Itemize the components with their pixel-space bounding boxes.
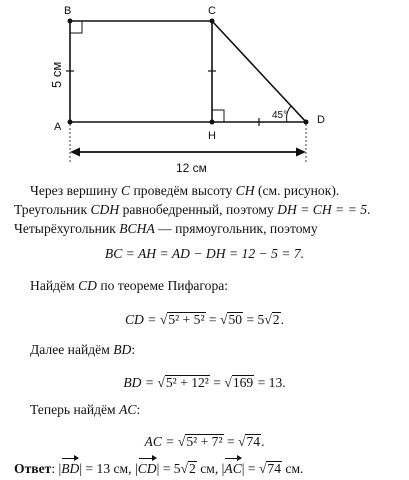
label-c: C	[208, 5, 216, 17]
equation-bd: BD = √5² + 12² = √169 = 13.	[123, 375, 286, 390]
angle-arc-d	[287, 106, 291, 122]
answer-label: Ответ	[14, 461, 52, 476]
angle-label: 45°	[272, 110, 288, 121]
vertex-h	[210, 120, 215, 125]
equation-bc: BC = AH = AD − DH = 12 − 5 = 7.	[104, 246, 305, 261]
vertex-c	[210, 19, 215, 24]
arrowhead-left	[70, 148, 80, 157]
vertex-a	[68, 120, 73, 125]
paragraph-intro: Через вершину C проведём высоту CH (см. рисунок). Треугольник CDH равнобедренный, поэтому DH = CH = = 5. Четырёхугольник BCHA — прямоугольник, поэтому	[14, 183, 371, 236]
label-h: H	[208, 130, 216, 142]
base-length-label: 12 см	[176, 161, 207, 175]
trapezoid-figure	[0, 0, 409, 182]
trapezoid-outline	[70, 21, 306, 122]
paragraph-find-bd: Далее найдём BD:	[30, 342, 136, 357]
right-angle-mark-h	[212, 110, 224, 122]
equation-ac: AC = √5² + 7² = √74.	[144, 434, 265, 449]
label-b: B	[64, 5, 72, 17]
answer-line: Ответ: |BD| = 13 см, |CD| = 5√2 см, |AC| = √74 см.	[14, 461, 304, 476]
paragraph-find-ac: Теперь найдём AC:	[30, 402, 141, 417]
label-a: A	[54, 121, 62, 133]
vertex-d	[304, 120, 309, 125]
equation-cd: CD = √5² + 5² = √50 = 5√2.	[124, 312, 284, 327]
arrowhead-right	[296, 148, 306, 157]
vertex-b	[68, 19, 73, 24]
label-d: D	[317, 114, 325, 126]
right-angle-mark-b	[70, 21, 82, 33]
paragraph-find-cd: Найдём CD по теореме Пифагора:	[30, 278, 229, 293]
side-length-label: 5 см	[49, 61, 64, 88]
